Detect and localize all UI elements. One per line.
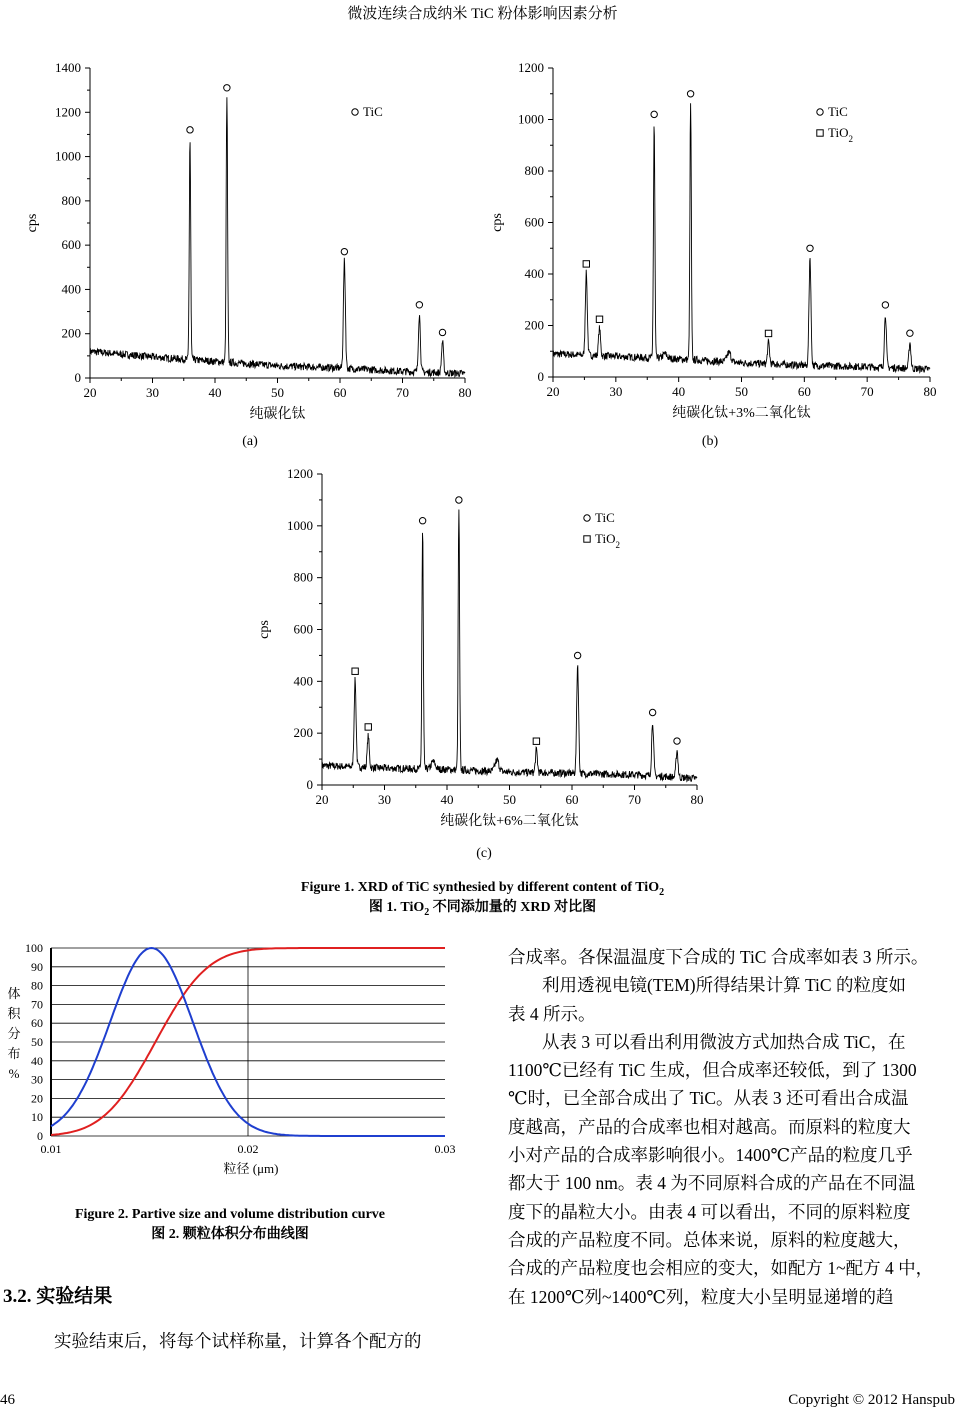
tic-peak-marker: [674, 738, 680, 744]
tio2-peak-marker: [533, 738, 539, 744]
y-tick-label: 600: [293, 621, 313, 637]
y-tick-label: 800: [293, 569, 313, 585]
x-tick-label: 20: [83, 385, 97, 400]
right-para-3-line: 度越高，产品的合成率也相对越高。而原料的粒度大: [508, 1116, 911, 1137]
legend-label: TiC: [828, 104, 848, 119]
y-tick-label: 400: [293, 673, 313, 689]
x-tick-label: 70: [396, 385, 409, 400]
x-tick-label: 70: [628, 792, 641, 807]
tic-peak-marker: [651, 111, 657, 117]
legend-label: TiO$_2$: [828, 125, 853, 144]
x-axis-label: 粒径 (μm): [223, 1161, 279, 1176]
y-tick-label: 1200: [55, 104, 81, 120]
tic-peak-marker: [687, 91, 693, 97]
x-tick-label: 40: [208, 385, 222, 400]
right-para-2-line: 表 4 所示。: [508, 1003, 596, 1024]
tio2-peak-marker: [352, 668, 358, 674]
figure1-caption-en-text: Figure 1. XRD of TiC synthesied by different content of TiO: [300, 880, 660, 895]
y-axis-label: cps: [25, 213, 40, 233]
running-header: 微波连续合成纳米 TiC 粉体影响因素分析: [347, 6, 618, 22]
legend-label: TiC: [595, 510, 615, 525]
x-tick-label: 80: [923, 384, 937, 399]
x-tick-label: 80: [458, 385, 472, 400]
tio2-peak-marker: [765, 330, 771, 336]
y-tick-label: 1200: [287, 466, 313, 481]
y-tick-label: 10: [31, 1110, 43, 1125]
y-tick-label: 100: [25, 941, 43, 955]
figure-label-a: (a): [242, 434, 258, 449]
right-para-2-line: 利用透视电镜(TEM)所得结果计算 TiC 的粒度如: [542, 975, 906, 996]
x-tick-label: 40: [672, 384, 686, 399]
legend-circle-icon: [584, 515, 590, 521]
xrd-trace: [322, 510, 697, 782]
y-axis-label-char: 布: [7, 1046, 21, 1061]
right-para-1: 合成率。各保温温度下合成的 TiC 合成率如表 3 所示。: [508, 947, 929, 967]
x-axis-label: 纯碳化钛: [249, 407, 306, 422]
left-paragraph: [20, 1327, 460, 1355]
x-tick-label: 60: [565, 792, 579, 807]
y-tick-label: 1000: [287, 517, 313, 533]
y-axis-label: cps: [490, 213, 505, 232]
y-tick-label: 1000: [55, 148, 81, 164]
x-tick-label: 0.02: [237, 1142, 259, 1156]
y-tick-label: 0: [537, 369, 544, 384]
tic-peak-marker: [574, 652, 580, 658]
x-axis-label: 纯碳化钛+3%二氧化钛: [672, 406, 811, 421]
xrd-trace: [90, 97, 465, 376]
y-axis-label-char: %: [8, 1066, 20, 1081]
x-tick-label: 50: [503, 792, 516, 807]
tic-peak-marker: [419, 518, 425, 524]
figure1-caption-cn: [0, 898, 965, 922]
tic-peak-marker: [807, 245, 813, 251]
y-tick-label: 80: [31, 978, 43, 993]
legend-label: TiO$_2$: [595, 531, 620, 550]
x-tick-label: 80: [690, 792, 704, 807]
x-tick-label: 0.03: [434, 1142, 456, 1156]
tio2-peak-marker: [583, 261, 589, 267]
figure-label-c: (c): [476, 846, 492, 861]
y-tick-label: 20: [31, 1091, 43, 1106]
y-axis-label-char: 积: [7, 1006, 21, 1021]
y-tick-label: 1400: [55, 60, 81, 75]
xrd-chart-b: [485, 55, 950, 425]
y-tick-label: 30: [31, 1072, 43, 1087]
y-axis-label-char: 分: [7, 1026, 21, 1041]
y-tick-label: 50: [31, 1035, 43, 1049]
figure1-caption-cn-sub: 2: [424, 906, 430, 918]
x-tick-label: 60: [797, 384, 811, 399]
legend-label-subscript: 2: [848, 134, 853, 144]
figure1-caption-cn-post: 不同添加量的 XRD 对比图: [429, 900, 597, 915]
left-paragraph-line: 实验结束后，将每个试样称量，计算各个配方的: [54, 1331, 422, 1351]
x-tick-label: 20: [546, 384, 560, 399]
xrd-trace: [553, 103, 930, 372]
legend-square-icon: [817, 130, 823, 136]
y-axis-label-char: 体: [7, 986, 21, 1001]
x-tick-label: 40: [440, 792, 454, 807]
tic-peak-marker: [439, 329, 445, 335]
x-tick-label: 70: [860, 384, 874, 399]
legend-label-subscript: 2: [615, 540, 620, 550]
y-tick-label: 400: [524, 266, 544, 281]
y-tick-label: 1000: [518, 111, 544, 127]
particle-size-chart: [0, 938, 470, 1198]
y-tick-label: 200: [293, 725, 313, 741]
y-tick-label: 200: [61, 325, 81, 341]
figure1-caption-en-sub: 2: [659, 886, 665, 898]
tic-peak-marker: [456, 497, 462, 503]
tic-peak-marker: [224, 85, 230, 91]
tic-peak-marker: [341, 248, 347, 254]
right-para-3-line: 合成的产品粒度不同。总体来说，原料的粒度越大，: [508, 1229, 911, 1250]
x-tick-label: 50: [271, 385, 284, 400]
legend-circle-icon: [352, 109, 358, 115]
page-number: 46: [0, 1392, 15, 1408]
legend-label: TiC: [363, 104, 383, 119]
tic-peak-marker: [187, 127, 193, 133]
tio2-peak-marker: [365, 724, 371, 730]
x-tick-label: 50: [735, 384, 748, 399]
legend-circle-icon: [817, 109, 823, 115]
right-para-3-line: 1100℃已经有 TiC 生成，但合成率还较低，到了 1300: [508, 1060, 917, 1081]
y-tick-label: 0: [74, 370, 81, 385]
y-tick-label: 60: [31, 1016, 43, 1031]
figure2-caption-cn: 图 2. 颗粒体积分布曲线图: [151, 1227, 309, 1242]
y-axis-label: cps: [257, 620, 272, 639]
x-tick-label: 30: [378, 792, 391, 807]
y-tick-label: 800: [524, 163, 544, 178]
tic-peak-marker: [882, 302, 888, 308]
y-tick-label: 400: [61, 281, 81, 297]
y-tick-label: 0: [306, 777, 313, 792]
y-tick-label: 90: [31, 959, 43, 974]
y-tick-label: 70: [31, 997, 43, 1012]
right-para-3-line: 度下的晶粒大小。由表 4 可以看出，不同的原料粒度: [508, 1201, 911, 1222]
figure1-caption-cn-text: 图 1. TiO: [368, 900, 425, 915]
section-heading: 3.2. 实验结果: [3, 1286, 113, 1307]
legend-square-icon: [584, 536, 590, 542]
right-para-3-line: 从表 3 可以看出利用微波方式加热合成 TiC，在: [542, 1031, 906, 1052]
xrd-chart-a: [20, 55, 480, 425]
right-column: [508, 943, 960, 1311]
tic-peak-marker: [416, 302, 422, 308]
figure2-caption-en: Figure 2. Partive size and volume distribution curve: [74, 1207, 386, 1222]
y-tick-label: 600: [61, 237, 81, 253]
x-tick-label: 30: [609, 384, 623, 399]
y-tick-label: 1200: [518, 60, 544, 75]
y-tick-label: 800: [61, 192, 81, 208]
right-para-3-line: 合成的产品粒度也会相应的变大，如配方 1~配方 4 中，: [508, 1258, 934, 1279]
right-para-3-line: 在 1200℃列~1400℃列，粒度大小呈明显递增的趋: [508, 1286, 894, 1307]
right-para-3-line: 小对产品的合成率影响很小。1400℃产品的粒度几乎: [508, 1145, 913, 1166]
x-tick-label: 60: [333, 385, 347, 400]
tic-peak-marker: [649, 709, 655, 715]
right-para-3-line: ℃时，已全部合成出了 TiC。从表 3 还可看出合成温: [508, 1088, 909, 1109]
x-tick-label: 30: [146, 385, 159, 400]
x-axis-label: 纯碳化钛+6%二氧化钛: [440, 814, 579, 829]
xrd-chart-c: [252, 462, 712, 837]
x-tick-label: 20: [315, 792, 329, 807]
y-tick-label: 0: [37, 1129, 43, 1143]
x-tick-label: 0.01: [40, 1142, 62, 1156]
y-tick-label: 600: [524, 214, 544, 230]
y-tick-label: 40: [31, 1053, 43, 1068]
copyright: Copyright © 2012 Hanspub: [788, 1392, 955, 1408]
figure-label-b: (b): [701, 434, 719, 449]
tic-peak-marker: [907, 330, 913, 336]
y-tick-label: 200: [524, 317, 544, 333]
tio2-peak-marker: [596, 316, 602, 322]
right-para-3-line: 都大于 100 nm。表 4 为不同原料合成的产品在不同温: [508, 1173, 916, 1194]
